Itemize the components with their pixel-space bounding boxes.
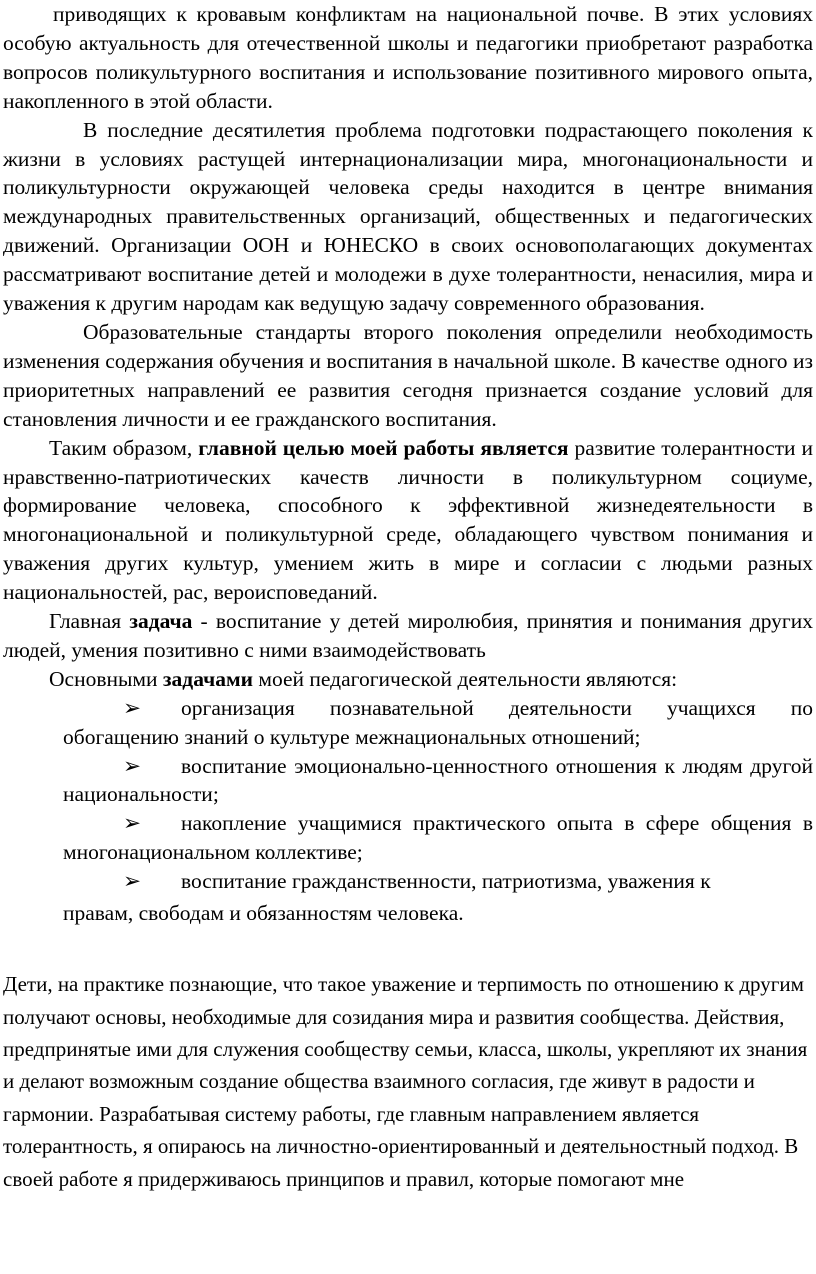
paragraph-main-goal bbox=[3, 434, 813, 607]
list-item bbox=[63, 694, 813, 752]
list-item-text: организация познавательной деятельности учащихся по обогащению знаний о культуре межнациональных отношений; bbox=[63, 695, 813, 749]
paragraph-main-task bbox=[3, 607, 813, 665]
list-item-text-continuation: правам, свободам и обязанностям человека. bbox=[63, 901, 464, 926]
paragraph-tasks-intro bbox=[3, 665, 813, 694]
tasks-intro-bold: задачами bbox=[162, 666, 253, 691]
main-task-lead: Главная bbox=[49, 609, 130, 634]
main-goal-lead: Таким образом, bbox=[49, 435, 199, 460]
list-item-text: воспитание эмоционально-ценностного отношения к людям другой национальности; bbox=[63, 753, 813, 807]
paragraph-practice: Дети, на практике познающие, что такое уважение и терпимость по отношению к другим получают основы, необходимые для созидания мира и развития сообщества. Действия, предпринятые ими для служения сообществу семьи, класса, школы, укрепляют их знания и делают возможным создание общества взаимного согласия, где живут в радости и гармонии. Разрабатывая систему работы, где главным направлением является толерантность, я опираюсь на личностно-ориентированный и деятельностный подход. В своей работе я придерживаюсь принципов и правил, которые помогают мне bbox=[3, 972, 808, 1191]
arrow-bullet-icon: ➢ bbox=[123, 695, 142, 720]
main-goal-bold: главной целью моей работы является bbox=[198, 435, 569, 460]
main-task-bold: задача bbox=[129, 609, 193, 634]
list-item bbox=[63, 867, 813, 928]
list-item bbox=[63, 809, 813, 867]
main-goal-text: развитие толерантности и нравственно-патриотических качеств личности в поликультурном социуме, формирование человека, способного к эффективной жизнедеятельности в многонациональной и поликультурной среде, обладающего чувством понимания и уважения других культур, умением жить в мире и согласии с людьми разных национальностей, рас, вероисповеданий. bbox=[3, 435, 813, 605]
main-task-text: - воспитание у детей миролюбия, принятия и понимания других людей, умения позитивно с ними взаимодействовать bbox=[3, 609, 813, 662]
paragraph-intro: приводящих к кровавым конфликтам на национальной почве. В этих условиях особую актуальность для отечественной школы и педагогики приобретают разработка вопросов поликультурного воспитания и использование позитивного мирового опыта, накопленного в этой области. bbox=[3, 2, 813, 113]
paragraph-standards: Образовательные стандарты второго поколения определили необходимость изменения содержания обучения и воспитания в начальной школе. В качестве одного из приоритетных направлений ее развития сегодня признается создание условий для становления личности и ее гражданского воспитания. bbox=[3, 319, 813, 431]
arrow-bullet-icon: ➢ bbox=[123, 753, 142, 778]
tasks-intro-text: моей педагогической деятельности являются: bbox=[253, 666, 678, 691]
paragraph-international: В последние десятилетия проблема подготовки подрастающего поколения к жизни в условиях растущей интернационализации мира, многонациональности и поликультурности окружающей человека среды находится в центре внимания международных правительственных организаций, общественных и педагогических движений. Организации ООН и ЮНЕСКО в своих основополагающих документах рассматривают воспитание детей и молодежи в духе толерантности, ненасилия, мира и уважения к другим народам как ведущую задачу современного образования. bbox=[3, 117, 813, 316]
arrow-bullet-icon: ➢ bbox=[123, 869, 142, 894]
list-item-text: накопление учащимися практического опыта в сфере общения в многонациональном коллективе; bbox=[63, 811, 813, 865]
tasks-intro-lead: Основными bbox=[49, 666, 163, 691]
arrow-bullet-icon: ➢ bbox=[123, 811, 142, 836]
list-item-text: воспитание гражданственности, патриотизма, уважения к bbox=[181, 869, 711, 894]
list-item bbox=[63, 752, 813, 810]
